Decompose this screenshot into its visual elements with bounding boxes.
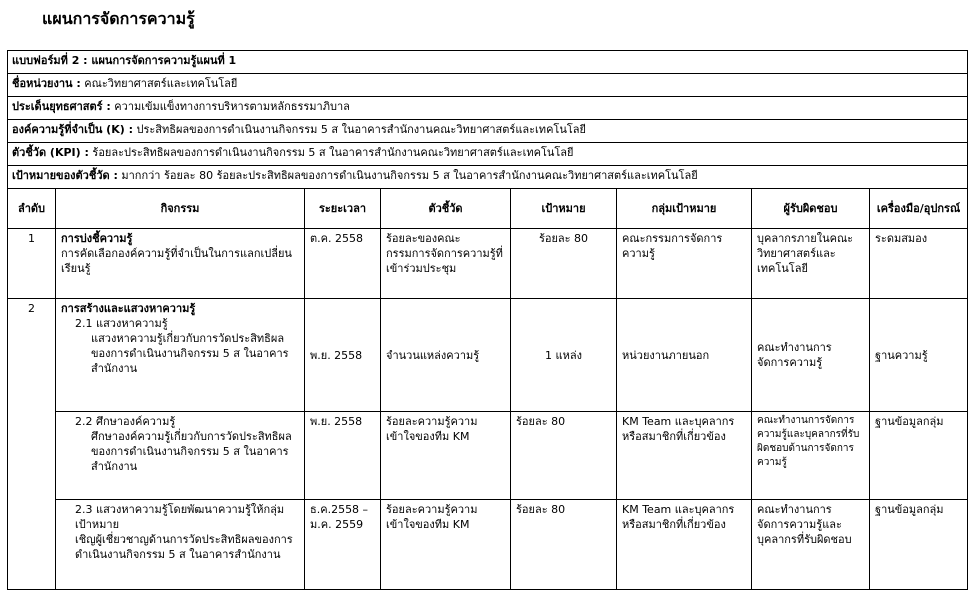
target-value: มากกว่า ร้อยละ 80 ร้อยละประสิทธิผลของการดำเนินงานกิจกรรม 5 ส ในอาคารสำนักงานคณะวิทยาศาสตร์และเทคโนโลยี [121,169,698,182]
period-cell: พ.ย. 2558 [305,412,381,500]
period-cell: ธ.ค.2558 – ม.ค. 2559 [305,500,381,590]
activity-subtitle: 2.1 แสวงหาความรู้ [75,317,168,330]
header-period: ระยะเวลา [305,189,381,229]
tool-cell: ฐานความรู้ [870,299,968,412]
activity-cell [56,299,305,412]
header-activity: กิจกรรม [56,189,305,229]
kpi-row [8,143,968,166]
activity-cell [56,500,305,590]
indicator-cell: จำนวนแหล่งความรู้ [381,299,511,412]
responsible-cell: คณะทำงานการจัดการความรู้และบุคลากรที่รับผิดชอบด้านการจัดการความรู้ [752,412,870,500]
strategy-value: ความเข้มแข็งทางการบริหารตามหลักธรรมาภิบาล [114,100,350,113]
indicator-cell: ร้อยละความรู้ความเข้าใจของทีม KM [381,412,511,500]
form-label: แบบฟอร์มที่ 2 : แผนการจัดการความรู้แผนที่ 1 [12,54,237,67]
km-plan-table [7,50,968,590]
indicator-cell: ร้อยละของคณะกรรมการจัดการความรู้ที่เข้าร่วมประชุม [381,229,511,299]
group-cell: KM Team และบุคลากรหรือสมาชิกที่เกี่ยวข้อง [617,500,752,590]
activity-subtitle: 2.3 แสวงหาความรู้โดยพัฒนาความรู้ให้กลุ่มเป้าหมาย [75,503,285,531]
activity-title: การสร้างและแสวงหาความรู้ [61,302,196,315]
activity-desc: เชิญผู้เชี่ยวชาญด้านการวัดประสิทธิผลของการดำเนินงานกิจกรรม 5 ส ในอาคารสำนักงาน [75,533,293,561]
knowledge-row [8,120,968,143]
group-cell: คณะกรรมการจัดการความรู้ [617,229,752,299]
activity-subtitle: 2.2 ศึกษาองค์ความรู้ [75,415,176,428]
header-row [8,189,968,229]
responsible-cell: บุคลากรภายในคณะวิทยาศาสตร์และเทคโนโลยี [752,229,870,299]
group-cell: KM Team และบุคลากรหรือสมาชิกที่เกี่ยวข้อง [617,412,752,500]
activity-cell [56,412,305,500]
tool-cell: ฐานข้อมูลกลุ่ม [870,412,968,500]
header-responsible: ผู้รับผิดชอบ [752,189,870,229]
activity-cell [56,229,305,299]
group-cell: หน่วยงานภายนอก [617,299,752,412]
header-group: กลุ่มเป้าหมาย [617,189,752,229]
row-no: 1 [8,229,56,299]
activity-desc: แสวงหาความรู้เกี่ยวกับการวัดประสิทธิผลของการดำเนินงานกิจกรรม 5 ส ในอาคารสำนักงาน [91,332,289,375]
unit-value: คณะวิทยาศาสตร์และเทคโนโลยี [84,77,238,90]
knowledge-value: ประสิทธิผลของการดำเนินงานกิจกรรม 5 ส ในอาคารสำนักงานคณะวิทยาศาสตร์และเทคโนโลยี [136,123,586,136]
period-cell: ต.ค. 2558 [305,229,381,299]
table-row [8,299,968,412]
responsible-cell: คณะทำงานการจัดการความรู้และบุคลากรที่รับผิดชอบ [752,500,870,590]
activity-title: การบ่งชี้ความรู้ [61,232,133,245]
unit-label: ชื่อหน่วยงาน : [12,77,81,90]
target-cell: ร้อยละ 80 [511,500,617,590]
target-row [8,166,968,189]
form-row [8,51,968,74]
responsible-cell: คณะทำงานการจัดการความรู้ [752,299,870,412]
tool-cell: ฐานข้อมูลกลุ่ม [870,500,968,590]
knowledge-label: องค์ความรู้ที่จำเป็น (K) : [12,123,133,136]
strategy-label: ประเด็นยุทธศาสตร์ : [12,100,111,113]
activity-desc: ศึกษาองค์ความรู้เกี่ยวกับการวัดประสิทธิผลของการดำเนินงานกิจกรรม 5 ส ในอาคารสำนักงาน [91,430,292,473]
target-cell: ร้อยละ 80 [511,412,617,500]
unit-row [8,74,968,97]
target-label: เป้าหมายของตัวชี้วัด : [12,169,118,182]
activity-desc: การคัดเลือกองค์ความรู้ที่จำเป็นในการแลกเปลี่ยนเรียนรู้ [61,247,292,275]
table-row [8,412,968,500]
strategy-row [8,97,968,120]
header-no: ลำดับ [8,189,56,229]
indicator-cell: ร้อยละความรู้ความเข้าใจของทีม KM [381,500,511,590]
header-indicator: ตัวชี้วัด [381,189,511,229]
header-target: เป้าหมาย [511,189,617,229]
row-no: 2 [8,299,56,590]
target-cell: 1 แหล่ง [511,299,617,412]
kpi-label: ตัวชี้วัด (KPI) : [12,146,89,159]
page-title: แผนการจัดการความรู้ [42,9,195,28]
period-cell: พ.ย. 2558 [305,299,381,412]
table-row [8,229,968,299]
table-row [8,500,968,590]
target-cell: ร้อยละ 80 [511,229,617,299]
header-tool: เครื่องมือ/อุปกรณ์ [870,189,968,229]
tool-cell: ระดมสมอง [870,229,968,299]
kpi-value: ร้อยละประสิทธิผลของการดำเนินงานกิจกรรม 5 ส ในอาคารสำนักงานคณะวิทยาศาสตร์และเทคโนโลยี [92,146,574,159]
